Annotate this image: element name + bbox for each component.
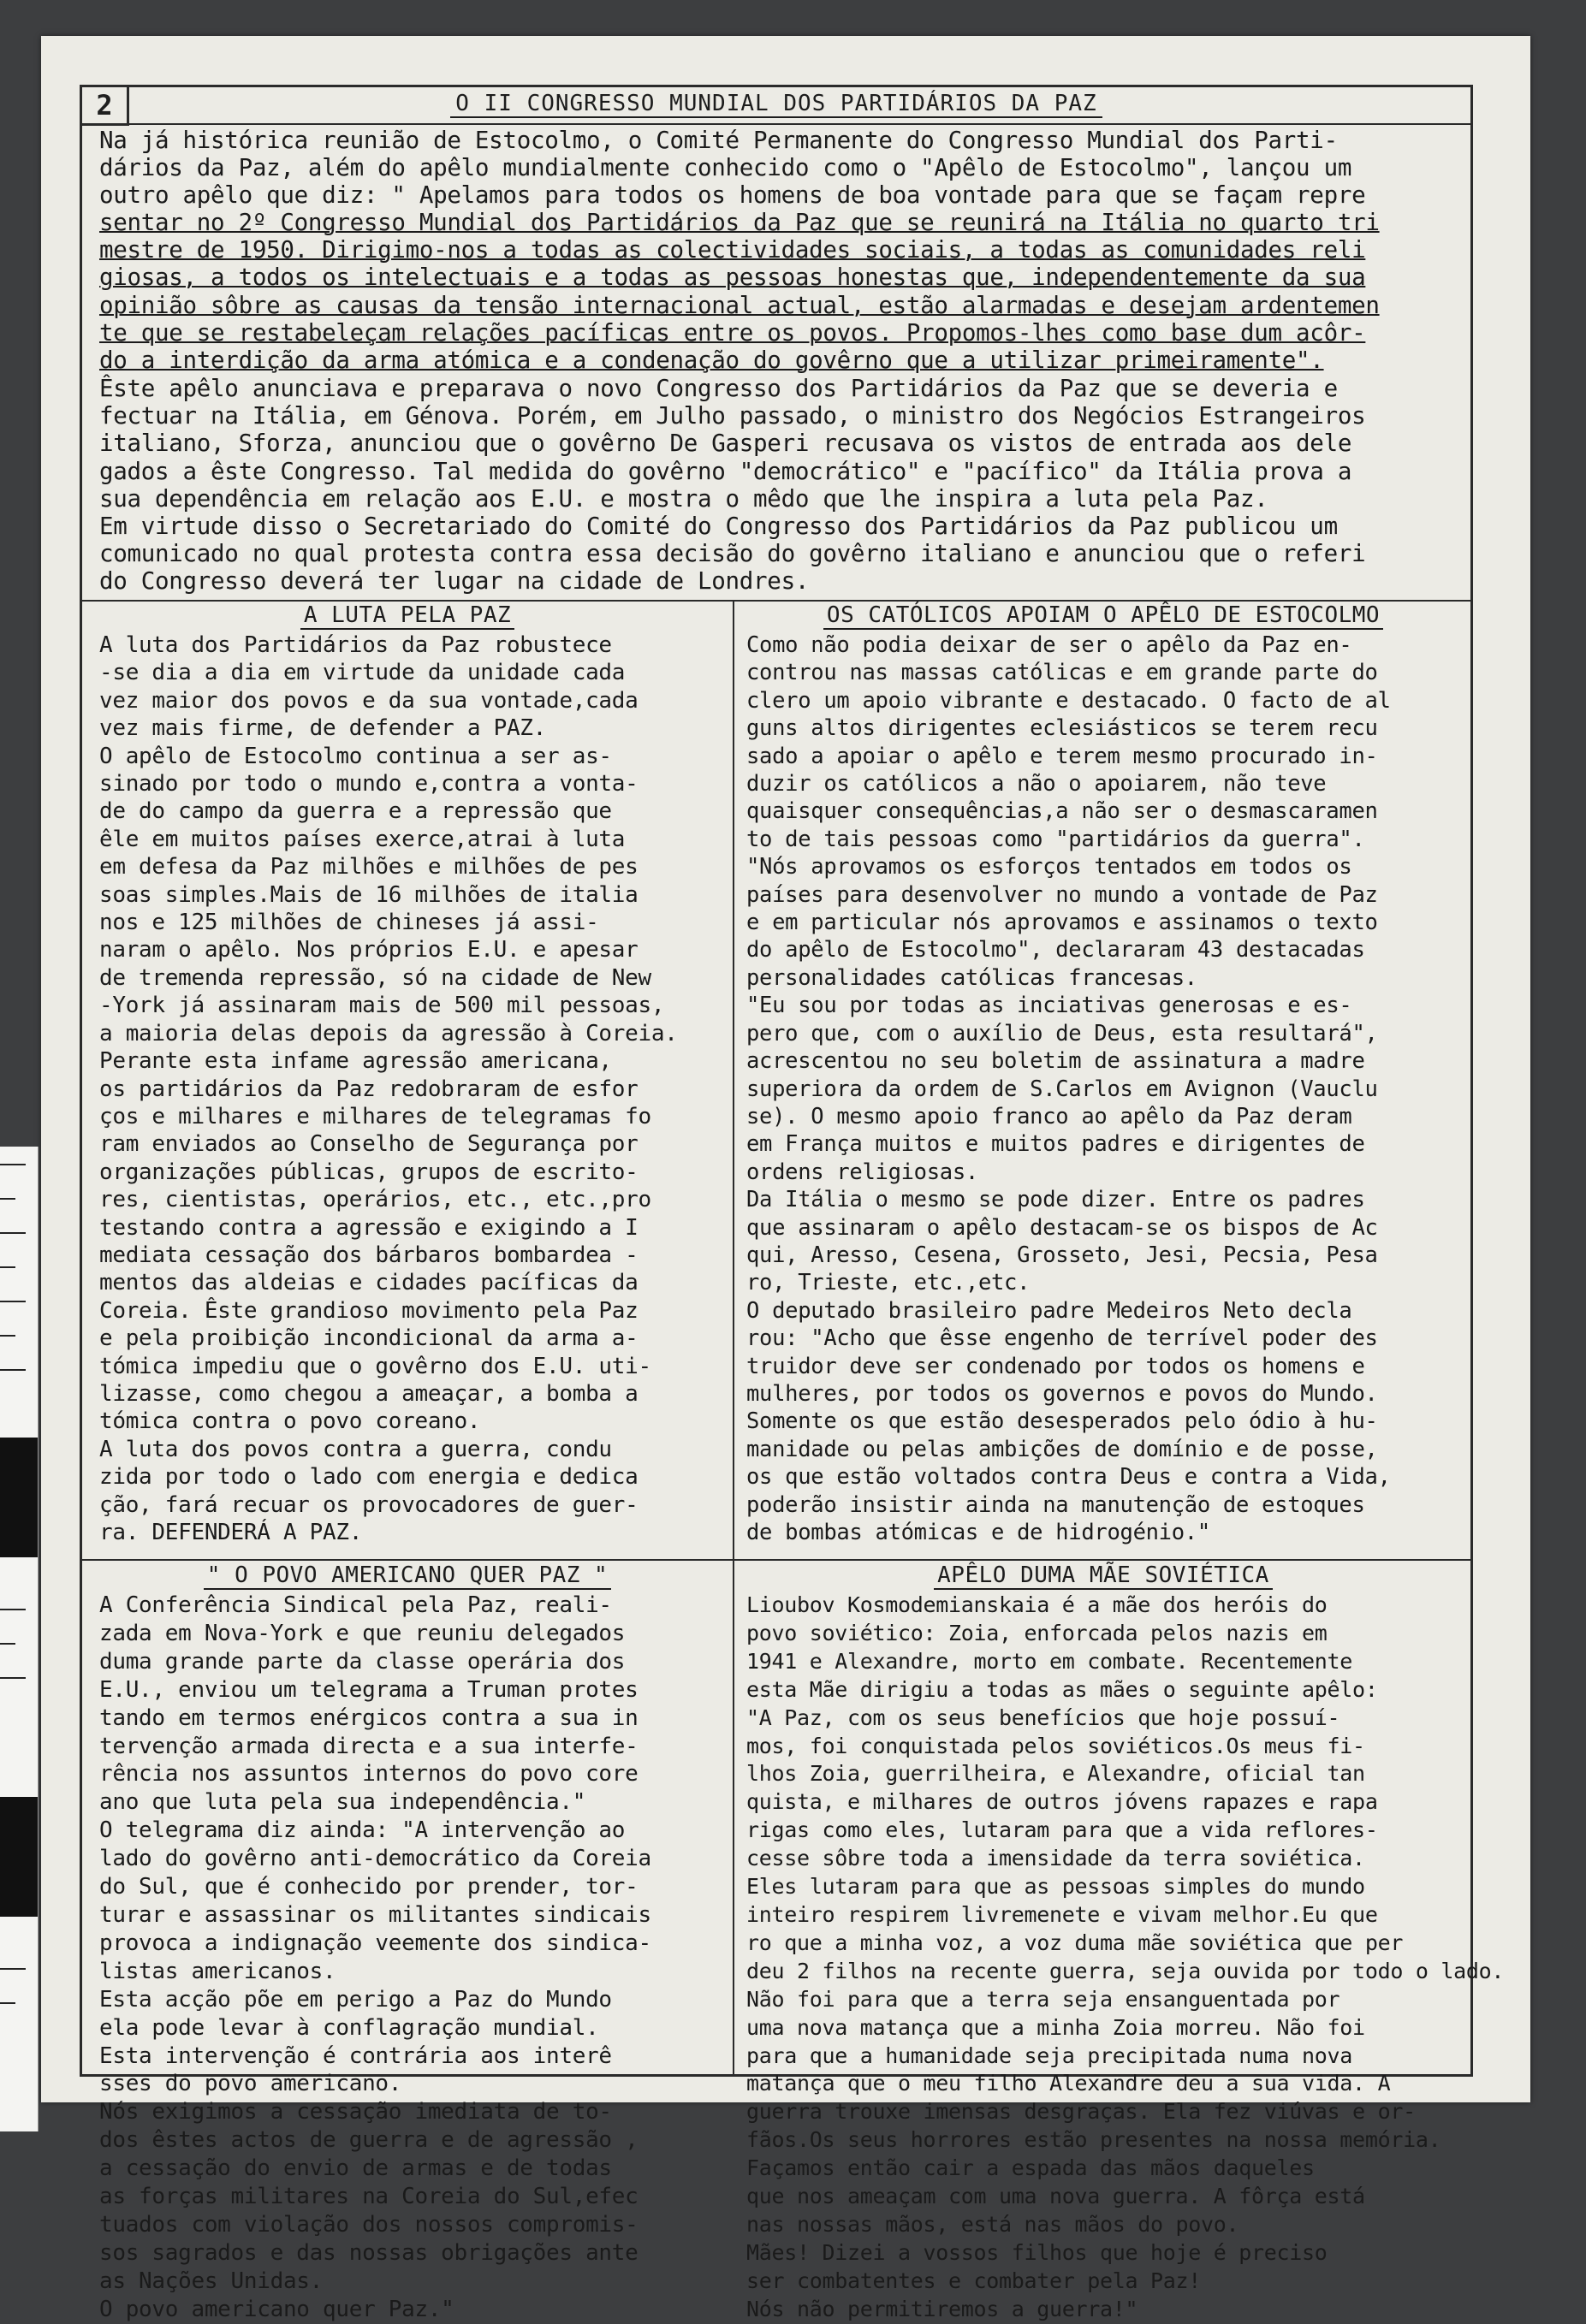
- text-line: Êste apêlo anunciava e preparava o novo Congresso dos Partidários da Paz que se deveria e: [99, 375, 1338, 402]
- intro-quote: [99, 209, 1380, 374]
- text-line: se). O mesmo apoio franco ao apêlo da Paz deram: [746, 1103, 1352, 1129]
- text-line: fectuar na Itália, em Génova. Porém, em Julho passado, o ministro dos Negócios Estrangeiros: [99, 402, 1366, 430]
- text-line: de bombas atómicas e de hidrogénio.": [746, 1520, 1210, 1545]
- text-line: nas nossas mãos, está nas mãos do povo.: [746, 2211, 1239, 2237]
- text-line: acrescentou no seu boletim de assinatura a madre: [746, 1048, 1365, 1075]
- text-line: guerra trouxe imensas desgraças. Ela fez viúvas e or-: [746, 2099, 1416, 2125]
- text-line: to de tais pessoas como "partidários da guerra".: [746, 826, 1365, 852]
- text-line: Coreia. Êste grandioso movimento pela Paz: [99, 1297, 639, 1324]
- page-number: 2: [82, 87, 129, 126]
- text-line: O deputado brasileiro padre Medeiros Neto decla: [746, 1297, 1352, 1324]
- text-line: E.U., enviou um telegrama a Truman protes: [99, 1676, 639, 1703]
- ruler-black-block: [0, 1797, 38, 1917]
- text-line: nos e 125 milhões de chineses já assi-: [99, 910, 599, 936]
- section-title-luta: A LUTA PELA PAZ: [82, 602, 733, 628]
- text-line: soas simples.Mais de 16 milhões de italia: [99, 881, 639, 908]
- text-line: do Sul, que é conhecido por prender, tor-: [99, 1874, 639, 1900]
- text-line: giosas, a todos os intelectuais e a todas as pessoas honestas que, independentemente da sua: [99, 264, 1366, 292]
- text-line: A luta dos povos contra a guerra, condu: [99, 1436, 612, 1462]
- text-line: do Congresso deverá ter lugar na cidade de Londres.: [99, 567, 810, 596]
- text-line: duma grande parte da classe operária dos: [99, 1648, 626, 1675]
- document-page: [41, 36, 1530, 2322]
- text-line: em defesa da Paz milhões e milhões de pes: [99, 854, 639, 880]
- text-line: mos, foi conquistada pelos soviéticos.Os meus fi-: [746, 1733, 1365, 1758]
- text-line: a maioria delas depois da agressão à Coreia.: [99, 1020, 678, 1046]
- text-line: opinião sôbre as causas da tensão internacional actual, estão alarmadas e desejam ardentemen: [99, 291, 1380, 319]
- text-line: dos êstes actos de guerra e de agressão ,: [99, 2127, 639, 2154]
- ruler-tick: [0, 1301, 26, 1302]
- title-rule: [82, 123, 1470, 125]
- text-line: ano que luta pela sua independência.": [99, 1789, 586, 1816]
- text-line: "Eu sou por todas as inciativas generosas e es-: [746, 993, 1352, 1019]
- text-line: sua dependência em relação aos E.U. e mostra o mêdo que lhe inspira a luta pela Paz.: [99, 484, 1268, 513]
- text-line: turar e assassinar os militantes sindicais: [99, 1901, 651, 1928]
- text-line: "Nós aprovamos os esforços tentados em todos os: [746, 854, 1352, 880]
- text-line: Perante esta infame agressão americana,: [99, 1048, 612, 1075]
- text-line: fãos.Os seus horrores estão presentes na nossa memória.: [746, 2127, 1441, 2153]
- text-line: 1941 e Alexandre, morto em combate. Recentemente: [746, 1648, 1353, 1674]
- text-line: vez maior dos povos e da sua vontade,cada: [99, 687, 639, 714]
- text-line: clero um apoio vibrante e destacado. O facto de al: [746, 687, 1391, 714]
- text-line: provoca a indignação veemente dos sindica-: [99, 1930, 651, 1956]
- text-line: Não foi para que a terra seja ensanguentada por: [746, 1986, 1340, 2012]
- text-line: A Conferência Sindical pela Paz, reali-: [99, 1592, 612, 1618]
- text-line: O apêlo de Estocolmo continua a ser as-: [99, 743, 612, 769]
- intro-paragraph-2: [99, 375, 1365, 596]
- text-line: manidade ou pelas ambições de domínio e de posse,: [746, 1436, 1378, 1462]
- text-line: êle em muitos países exerce,atrai à luta: [99, 826, 626, 852]
- text-line: italiano, Sforza, anunciou que o govêrno De Gasperi recusava os vistos de entrada aos dele: [99, 430, 1352, 458]
- middle-rule: [82, 1559, 1470, 1561]
- text-line: ra. DEFENDERÁ A PAZ.: [99, 1520, 363, 1545]
- text-line: e em particular nós aprovamos e assinamos o texto: [746, 910, 1378, 936]
- text-line: mentos das aldeias e cidades pacíficas da: [99, 1270, 639, 1296]
- text-line: listas americanos.: [99, 1958, 336, 1984]
- text-line: tuados com violação dos nossos compromis-: [99, 2211, 639, 2238]
- text-line: ro, Trieste, etc.,etc.: [746, 1270, 1031, 1296]
- text-line: outro apêlo que diz: " Apelamos para todos os homens de boa vontade para que se façam repre: [99, 181, 1366, 210]
- ruler-tick: [0, 1198, 15, 1200]
- text-line: O telegrama diz ainda: "A intervenção ao: [99, 1817, 626, 1844]
- text-line: sinado por todo o mundo e,contra a vonta-: [99, 771, 639, 797]
- text-line: os partidários da Paz redobraram de esfor: [99, 1076, 639, 1102]
- section-body-mae: [746, 1592, 1504, 2324]
- text-line: e pela proibição incondicional da arma a-: [99, 1325, 639, 1352]
- text-line: a cessação do envio de armas e de todas: [99, 2155, 612, 2182]
- page-title: O II CONGRESSO MUNDIAL DOS PARTIDÁRIOS DA PAZ: [82, 91, 1470, 116]
- text-line: países para desenvolver no mundo a vontade de Paz: [746, 881, 1378, 908]
- text-line: ro que a minha voz, a voz duma mãe soviética que per: [746, 1930, 1404, 1955]
- text-line: as forças militares na Coreia do Sul,efec: [99, 2184, 639, 2210]
- text-line: pero que, com o auxílio de Deus, esta resultará",: [746, 1020, 1378, 1046]
- text-line: ram enviados ao Conselho de Segurança por: [99, 1131, 639, 1158]
- text-line: Nós não permitiremos a guerra!": [746, 2296, 1138, 2321]
- text-line: quista, e milhares de outros jóvens rapazes e rapa: [746, 1789, 1378, 1815]
- text-line: Na já histórica reunião de Estocolmo, o Comité Permanente do Congresso Mundial dos Parti-: [99, 127, 1338, 154]
- text-line: ser combatentes e combater pela Paz!: [746, 2268, 1202, 2293]
- ruler-tick: [0, 1232, 26, 1234]
- section-title-catolicos: OS CATÓLICOS APOIAM O APÊLO DE ESTOCOLMO: [734, 602, 1472, 628]
- text-line: res, cientistas, operários, etc., etc.,pro: [99, 1187, 651, 1213]
- text-line: sses do povo americano.: [99, 2071, 402, 2097]
- text-line: Esta intervenção é contrária aos interê: [99, 2042, 612, 2069]
- ruler-tick: [0, 1266, 15, 1268]
- ruler-tick: [0, 1677, 26, 1679]
- section-title-povo: " O POVO AMERICANO QUER PAZ ": [82, 1562, 733, 1588]
- text-line: rência nos assuntos internos do povo core: [99, 1761, 639, 1787]
- section-body-povo: [99, 1592, 651, 2324]
- section-body-luta: [99, 631, 678, 1546]
- text-line: ordens religiosas.: [746, 1159, 978, 1185]
- text-line: zida por todo o lado com energia e dedica: [99, 1464, 639, 1491]
- text-line: Como não podia deixar de ser o apêlo da Paz en-: [746, 632, 1352, 658]
- ruler-tick: [0, 1968, 26, 1970]
- text-line: vez mais firme, de defender a PAZ.: [99, 715, 547, 742]
- text-line: lhos Zoia, guerrilheira, e Alexandre, oficial tan: [746, 1761, 1365, 1787]
- text-line: povo soviético: Zoia, enforcada pelos nazis em: [746, 1620, 1328, 1645]
- ruler-tick: [0, 1164, 26, 1165]
- text-line: Nós exigimos a cessação imediata de to-: [99, 2099, 612, 2125]
- page-frame: [80, 85, 1505, 2322]
- text-line: que assinaram o apêlo destacam-se os bispos de Ac: [746, 1214, 1378, 1241]
- text-line: deu 2 filhos na recente guerra, seja ouvida por todo o lado.: [746, 1958, 1505, 1983]
- text-line: O povo americano quer Paz.": [99, 2296, 454, 2322]
- text-line: lizasse, como chegou a ameaçar, a bomba a: [99, 1380, 639, 1407]
- text-line: esta Mãe dirigiu a todas as mães o seguinte apêlo:: [746, 1676, 1378, 1702]
- text-line: Em virtude disso o Secretariado do Comité do Congresso dos Partidários da Paz publicou um: [99, 513, 1338, 541]
- text-line: uma nova matança que a minha Zoia morreu. Não foi: [746, 2014, 1365, 2040]
- text-line: lado do govêrno anti-democrático da Coreia: [99, 1846, 651, 1872]
- text-line: personalidades católicas francesas.: [746, 964, 1197, 991]
- text-line: Esta acção põe em perigo a Paz do Mundo: [99, 1986, 612, 2013]
- text-line: sado a apoiar o apêlo e terem mesmo procurado in-: [746, 743, 1378, 769]
- ruler-tick: [0, 1643, 15, 1645]
- text-line: guns altos dirigentes eclesiásticos se terem recu: [746, 715, 1378, 742]
- text-line: dários da Paz, além do apêlo mundialmente conhecido como o "Apêlo de Estocolmo", lançou um: [99, 154, 1352, 182]
- text-line: ços e milhares e milhares de telegramas fo: [99, 1103, 651, 1129]
- text-line: testando contra a agressão e exigindo a I: [99, 1214, 639, 1241]
- text-line: que nos ameaçam com uma nova guerra. A fôrça está: [746, 2184, 1365, 2209]
- text-line: ção, fará recuar os provocadores de guer-: [99, 1491, 639, 1518]
- ruler-tick: [0, 2002, 15, 2004]
- text-line: rou: "Acho que êsse engenho de terrível poder des: [746, 1325, 1378, 1352]
- text-line: Da Itália o mesmo se pode dizer. Entre os padres: [746, 1187, 1365, 1213]
- text-line: tando em termos enérgicos contra a sua in: [99, 1704, 639, 1731]
- text-line: cesse sôbre toda a imensidade da terra soviética.: [746, 1846, 1365, 1871]
- text-line: ela pode levar à conflagração mundial.: [99, 2014, 599, 2041]
- text-line: inteiro respirem livremenete e vivam melhor.Eu que: [746, 1901, 1378, 1927]
- text-line: sentar no 2º Congresso Mundial dos Partidários da Paz que se reunirá na Itália no quarto tri: [99, 209, 1380, 236]
- text-line: zada em Nova-York e que reuniu delegados: [99, 1620, 626, 1646]
- text-line: quaisquer consequências,a não ser o desmascaramen: [746, 798, 1378, 825]
- text-line: Eles lutaram para que as pessoas simples do mundo: [746, 1874, 1365, 1900]
- text-line: de tremenda repressão, só na cidade de New: [99, 964, 651, 991]
- scale-ruler: [0, 1147, 39, 2131]
- text-line: "A Paz, com os seus benefícios que hoje possuí-: [746, 1704, 1340, 1730]
- text-line: naram o apêlo. Nos próprios E.U. e apesar: [99, 937, 639, 963]
- section-body-catolicos: [746, 631, 1391, 1546]
- section-title-mae: APÊLO DUMA MÃE SOVIÉTICA: [734, 1562, 1472, 1588]
- text-line: rigas como eles, lutaram para que a vida reflores-: [746, 1817, 1378, 1843]
- text-line: para que a humanidade seja precipitada numa nova: [746, 2042, 1353, 2068]
- text-line: organizações públicas, grupos de escrito-: [99, 1159, 639, 1185]
- text-line: os que estão voltados contra Deus e contra a Vida,: [746, 1464, 1391, 1491]
- text-line: de do campo da guerra e a repressão que: [99, 798, 612, 825]
- text-line: mulheres, por todos os governos e povos do Mundo.: [746, 1380, 1378, 1407]
- intro-paragraph-1: [99, 127, 1365, 210]
- text-line: comunicado no qual protesta contra essa decisão do govêrno italiano e anunciou que o referi: [99, 540, 1366, 568]
- text-line: gados a êste Congresso. Tal medida do govêrno "democrático" e "pacífico" da Itália prova a: [99, 457, 1352, 485]
- ruler-tick: [0, 1335, 15, 1337]
- text-line: em França muitos e muitos padres e dirigentes de: [746, 1131, 1365, 1158]
- column-divider: [733, 600, 734, 2077]
- text-line: sos sagrados e das nossas obrigações ante: [99, 2239, 639, 2266]
- text-line: truidor deve ser condenado por todos os homens e: [746, 1353, 1365, 1379]
- text-line: tómica contra o povo coreano.: [99, 1408, 481, 1435]
- text-line: duzir os católicos a não o apoiarem, não teve: [746, 771, 1327, 797]
- ruler-black-block: [0, 1438, 38, 1557]
- text-line: do apêlo de Estocolmo", declararam 43 destacadas: [746, 937, 1365, 963]
- text-line: tervenção armada directa e a sua interfe-: [99, 1733, 639, 1759]
- text-line: Lioubov Kosmodemianskaia é a mãe dos heróis do: [746, 1592, 1328, 1617]
- text-line: te que se restabeleçam relações pacíficas entre os povos. Propomos-lhes como base dum acôr-: [99, 318, 1366, 347]
- text-line: superiora da ordem de S.Carlos em Avignon (Vauclu: [746, 1076, 1378, 1102]
- text-line: -York já assinaram mais de 500 mil pessoas,: [99, 993, 665, 1019]
- ruler-tick: [0, 1369, 26, 1371]
- text-line: -se dia a dia em virtude da unidade cada: [99, 660, 626, 686]
- text-line: A luta dos Partidários da Paz robustece: [99, 632, 612, 658]
- text-line: poderão insistir ainda na manutenção de estoques: [746, 1491, 1365, 1518]
- text-line: mediata cessação dos bárbaros bombardea -: [99, 1242, 639, 1268]
- text-line: qui, Aresso, Cesena, Grosseto, Jesi, Pecsia, Pesa: [746, 1242, 1378, 1268]
- text-line: as Nações Unidas.: [99, 2268, 324, 2294]
- text-line: mestre de 1950. Dirigimo-nos a todas as colectividades sociais, a todas as comunidades reli: [99, 236, 1366, 264]
- intro-rule: [82, 600, 1470, 602]
- text-line: Façamos então cair a espada das mãos daqueles: [746, 2155, 1315, 2181]
- text-line: tómica impediu que o govêrno dos E.U. uti-: [99, 1353, 651, 1379]
- ruler-tick: [0, 1609, 26, 1610]
- text-line: Mães! Dizei a vossos filhos que hoje é preciso: [746, 2239, 1328, 2265]
- text-line: do a interdição da arma atómica e a condenação do govêrno que a utilizar primeiramente".: [99, 347, 1324, 375]
- text-line: matança que o meu filho Alexandre deu a sua vida. A: [746, 2071, 1391, 2096]
- text-line: controu nas massas católicas e em grande parte do: [746, 660, 1378, 686]
- text-line: Somente os que estão desesperados pelo ódio à hu-: [746, 1408, 1378, 1435]
